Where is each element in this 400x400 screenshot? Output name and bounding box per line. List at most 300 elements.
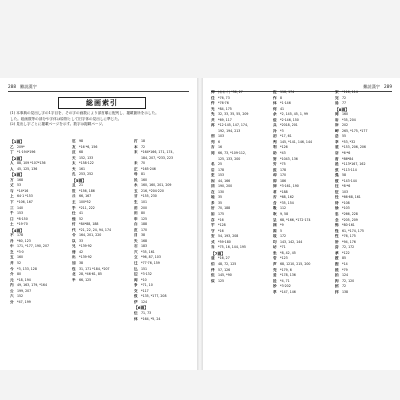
page-references: *139·92: [79, 255, 92, 260]
kanji-headword: 交: [134, 288, 138, 293]
stroke-count-heading: 【2画】: [10, 155, 25, 161]
index-column: [273, 90, 331, 295]
kanji-headword: 仮: [134, 294, 138, 299]
kanji-headword: 厄: [72, 139, 76, 143]
page-references: 41: [79, 211, 84, 216]
kanji-headword: 井: [10, 261, 14, 266]
right-page: [203, 78, 400, 370]
stroke-count-heading: 【8画】: [335, 106, 350, 112]
page-references: 152: [17, 294, 24, 299]
kanji-headword: 包: [72, 266, 76, 271]
stroke-count-heading: 【3画】: [10, 172, 25, 178]
page-references: *179, 6: [280, 267, 292, 272]
page-references: *126: [280, 145, 288, 150]
kanji-headword: 売: [273, 267, 277, 272]
kanji-headword: 伊: [134, 299, 138, 304]
page-references: 160, 160, 201, 209: [141, 183, 172, 188]
kanji-headword: 母: [134, 172, 138, 177]
page-references: *188: [280, 189, 288, 194]
kanji-headword: 正: [134, 166, 138, 171]
kanji-headword: 因: [211, 178, 215, 183]
page-references: *21, 22, 24, 94, 174: [79, 227, 112, 232]
page-references: 57, 126: [218, 267, 231, 272]
kanji-headword: 囲: [273, 223, 277, 228]
page-references: 45, 125, 136: [17, 166, 38, 171]
kanji-headword: 元: [10, 277, 14, 282]
page-references: 209*: [17, 144, 25, 149]
kanji-headword: 図: [273, 228, 277, 233]
page-references: *16: [218, 228, 224, 233]
kanji-headword: 存: [211, 217, 215, 222]
page-references: *35, 161: [141, 249, 155, 254]
kanji-headword: 且: [72, 183, 76, 188]
kanji-headword: 均: [273, 239, 277, 244]
kanji-headword: 以: [72, 238, 76, 243]
kanji-headword: 局: [335, 101, 339, 106]
page-references: 44, 166: [218, 178, 231, 183]
kanji-headword: 如: [211, 212, 215, 217]
kanji-headword: 佐: [273, 90, 277, 94]
page-references: *69, 117: [218, 117, 232, 122]
kanji-headword: 辻: [134, 261, 138, 266]
page-references: *6·*6: [342, 151, 351, 156]
page-references: 183: [141, 244, 148, 249]
page-references: *35, 154: [280, 200, 294, 205]
page-references: 164, 201, 220: [79, 233, 102, 238]
page-references: *122: [342, 250, 350, 255]
kanji-headword: 披: [335, 256, 339, 261]
page-references: 145, *90: [218, 273, 232, 278]
index-column: [10, 139, 70, 305]
page-references: *75: [280, 162, 286, 167]
kanji-headword: 末: [134, 150, 138, 155]
index-column: [335, 90, 393, 295]
kanji-headword: 伯: [211, 261, 215, 266]
page-references: *158·122: [79, 161, 94, 166]
page-references: (おおぐ) *36, 27: [218, 90, 243, 94]
index-entry: [211, 279, 269, 285]
page-references: 72: [141, 144, 146, 149]
kanji-headword: 穴: [134, 249, 138, 254]
page-references: 178: [280, 167, 287, 172]
kanji-headword: 乙: [10, 144, 14, 149]
page-references: *80·161: [342, 223, 355, 228]
kanji-headword: 民: [134, 177, 138, 182]
page-references: 192, 194, 213: [218, 128, 241, 133]
page-references: 80: [17, 272, 22, 277]
page-references: *153, 206, 206: [342, 145, 366, 150]
page-references: 186: [280, 178, 287, 183]
kanji-headword: 亜: [211, 256, 215, 261]
page-references: 160: [342, 112, 349, 117]
kanji-headword: 列: [211, 139, 215, 144]
page-references: *16, 27: [218, 256, 230, 261]
kanji-headword: 名: [211, 162, 215, 167]
kanji-headword: 体: [273, 101, 277, 106]
kanji-headword: 両: [134, 277, 138, 282]
kanji-headword: 壱: [273, 256, 277, 261]
kanji-headword: 世: [72, 188, 76, 193]
page-references: *165·246: [141, 166, 156, 171]
index-entry: [72, 278, 132, 284]
page-references: *76, 175: [342, 234, 356, 239]
page-references: 265, *175, *177: [342, 128, 368, 133]
kanji-headword: 未: [134, 161, 138, 166]
page-references: 175: [218, 212, 225, 217]
page-references: *108: [342, 200, 350, 205]
page-references: 124: [141, 299, 148, 304]
page-references: *8, 42, 45: [280, 250, 296, 255]
kanji-headword: 件: [211, 101, 215, 106]
page-references: *116, 114: [342, 90, 358, 94]
page-references: *128: [218, 223, 226, 228]
page-references: *16 *6, 156: [79, 144, 98, 149]
page-references: 68, 1210, 215, 200: [280, 261, 311, 266]
index-entry: [273, 290, 331, 296]
page-references: 152, 133: [79, 155, 94, 160]
kanji-headword: 式: [211, 239, 215, 244]
kanji-headword: 但: [211, 273, 215, 278]
kanji-headword: 万: [10, 177, 14, 182]
page-references: 54, 193, 208: [218, 234, 239, 239]
kanji-headword: 他: [72, 216, 76, 221]
page-references: *147, 146: [280, 289, 296, 294]
page-references: *3·202: [280, 284, 291, 289]
page-references: 168: [17, 177, 24, 182]
page-references: *59·180: [218, 239, 231, 244]
page-references: 184, 207, *233, 223: [141, 155, 174, 160]
index-column: [134, 139, 194, 322]
kanji-headword: 石: [134, 244, 138, 249]
page-references: 103: [218, 134, 225, 139]
page-references: *14*16: [17, 188, 29, 193]
left-running-title: 難読漢字: [20, 84, 37, 89]
page-references: *4, 71: [280, 278, 290, 283]
page-references: *1·146: [280, 101, 291, 106]
kanji-headword: 甘: [134, 194, 138, 199]
note-line: (2) 見出し字ごとに掲載ページを示す。数字は掲載ページ。: [10, 122, 106, 127]
page-references: *19·70: [17, 222, 28, 227]
page-references: 52: [17, 261, 22, 266]
page-references: *2, 145, 45, 1, 99: [280, 112, 308, 117]
kanji-headword: 妥: [273, 273, 277, 278]
kanji-headword: 内: [10, 283, 14, 288]
page-references: 6: [218, 139, 221, 144]
page-references: 101: [141, 200, 148, 205]
kanji-headword: 口: [10, 216, 14, 221]
index-entry: [335, 290, 393, 296]
page-references: 178: [17, 233, 24, 238]
page-references: *35, 204: [342, 117, 356, 122]
kanji-headword: 念: [335, 217, 339, 222]
page-references: *10: [141, 277, 147, 282]
kanji-headword: 岬: [335, 128, 339, 133]
kanji-headword: 本: [134, 144, 138, 149]
kanji-headword: 岡: [335, 112, 339, 117]
kanji-headword: 忠: [335, 212, 339, 217]
page-references: 125: [218, 278, 225, 283]
page-references: *77·76, 159: [141, 261, 160, 266]
kanji-headword: 即: [273, 178, 277, 183]
page-references: 178: [218, 167, 225, 172]
page-references: *86*84: [342, 156, 354, 161]
page-references: *60, 123: [17, 238, 31, 243]
kanji-headword: 永: [134, 183, 138, 188]
kanji-headword: 幸: [335, 139, 339, 144]
kanji-headword: 団: [211, 184, 215, 189]
page-references: *164, *5, 24: [141, 316, 161, 321]
page-references: 81: [141, 172, 146, 177]
page-references: *266, 228: [342, 212, 358, 217]
page-references: 70, 188: [218, 206, 231, 211]
kanji-headword: 作: [273, 95, 277, 100]
page-references: 140: [17, 205, 24, 210]
page-references: 49, 163, 179, *164: [17, 283, 47, 288]
kanji-headword: 在: [211, 189, 215, 194]
kanji-headword: 妙: [273, 284, 277, 289]
page-references: 72, 120: [342, 278, 355, 283]
kanji-headword: 守: [211, 228, 215, 233]
kanji-headword: 用: [134, 205, 138, 210]
page-references: *9: [280, 223, 284, 228]
right-page-number: 289: [384, 84, 392, 89]
kanji-headword: 努: [273, 156, 277, 161]
kanji-headword: 抵: [335, 267, 339, 272]
stroke-count-heading: 【7画】: [211, 250, 226, 256]
page-references: *43: [280, 151, 286, 156]
page-references: 202: [342, 123, 349, 128]
kanji-headword: 却: [273, 173, 277, 178]
kanji-headword: 五: [10, 255, 14, 260]
page-references: 153: [17, 211, 24, 216]
page-references: 172: [280, 234, 287, 239]
index-entry: [10, 300, 70, 306]
kanji-headword: 吏: [211, 173, 215, 178]
page-references: 125, 133, 200: [218, 156, 241, 161]
page-references: *68, 162: [280, 195, 294, 200]
page-references: 61, *174, 175: [342, 228, 364, 233]
page-references: 160: [17, 255, 24, 260]
kanji-headword: 代: [72, 227, 76, 232]
kanji-headword: 太: [72, 161, 76, 166]
page-references: *12·145, 147, 174,: [218, 123, 248, 128]
page-references: *71, 10: [141, 283, 153, 288]
page-references: 25: [218, 162, 223, 167]
kanji-headword: 皮: [134, 227, 138, 232]
kanji-headword: 助: [273, 151, 277, 156]
page-references: 8: [280, 95, 283, 100]
kanji-headword: 丈: [10, 183, 14, 188]
kanji-headword: 径: [335, 195, 339, 200]
kanji-headword: 抱: [335, 261, 339, 266]
kanji-headword: 完: [335, 95, 339, 100]
kanji-headword: 安: [211, 234, 215, 239]
page-references: 151: [141, 266, 148, 271]
kanji-headword: 丁: [10, 150, 14, 155]
page-references: 35: [218, 195, 223, 200]
page-references: *3, 133, 128: [17, 266, 37, 271]
kanji-headword: 孝: [273, 289, 277, 294]
page-references: *205, 209: [342, 217, 358, 222]
page-references: 72: [342, 95, 347, 100]
kanji-headword: 声: [273, 261, 277, 266]
section-title: 総画索引: [58, 97, 146, 109]
kanji-headword: 仕: [72, 211, 76, 216]
kanji-headword: 乏: [10, 249, 14, 254]
page-references: 42: [79, 249, 84, 254]
kanji-headword: 目: [134, 233, 138, 238]
page-references: 72, 172: [342, 245, 355, 250]
kanji-headword: 立: [134, 255, 138, 260]
page-references: 145, *141, 146, 144: [280, 139, 313, 144]
kanji-headword: 千: [10, 211, 14, 216]
page-references: *123: [280, 256, 288, 261]
page-references: 200: [141, 205, 148, 210]
page-references: 66, 167: [79, 194, 92, 199]
kanji-headword: 伝: [134, 310, 138, 315]
page-references: 216, *204·220: [141, 188, 164, 193]
page-references: *76·76: [218, 101, 229, 106]
kanji-headword: 后: [211, 167, 215, 172]
kanji-headword: 弦: [335, 167, 339, 172]
kanji-headword: 岩: [335, 117, 339, 122]
page-references: *84*88, 188: [79, 222, 99, 227]
kanji-headword: 休: [134, 316, 138, 321]
page-references: 28, *46·61, 85: [79, 272, 102, 277]
kanji-headword: 岸: [335, 123, 339, 128]
kanji-headword: 分: [10, 299, 14, 304]
page-references: 5: [280, 228, 283, 233]
page-references: *113·114: [342, 167, 357, 172]
page-references: 124: [342, 273, 349, 278]
kanji-headword: 多: [211, 200, 215, 205]
kanji-headword: 申: [134, 216, 138, 221]
page-references: *156, 186: [79, 188, 95, 193]
page-references: 58: [342, 173, 347, 178]
page-references: 170: [280, 173, 287, 178]
kanji-headword: 吹: [273, 212, 277, 217]
kanji-headword: 令: [72, 233, 76, 238]
page-references: *18, 194: [17, 277, 31, 282]
page-references: *3: [280, 128, 284, 133]
kanji-headword: 坊: [273, 245, 277, 250]
page-references: 71, 73: [141, 310, 152, 315]
page-references: *164*166, 171, 174,: [141, 150, 174, 155]
page-references: 112: [280, 206, 287, 211]
page-references: *178, 136: [280, 273, 296, 278]
kanji-headword: 卵: [273, 184, 277, 189]
page-references: 103: [342, 189, 349, 194]
kanji-headword: 地: [211, 195, 215, 200]
page-references: 70: [141, 161, 146, 166]
page-references: *84, 175: [218, 106, 232, 111]
page-references: *3·132: [141, 272, 152, 277]
kanji-headword: 好: [211, 206, 215, 211]
page-references: *1043, 136: [280, 156, 298, 161]
page-references: 190, 200: [218, 184, 233, 189]
kanji-headword: 岳: [335, 134, 339, 139]
page-references: *106, 167: [17, 200, 33, 205]
kanji-headword: 乎: [72, 205, 76, 210]
kanji-headword: 与: [10, 188, 14, 193]
kanji-headword: 下: [10, 200, 14, 205]
page-references: 170: [141, 227, 148, 232]
kanji-headword: 招: [335, 284, 339, 289]
page-references: 153: [218, 173, 225, 178]
stroke-count-heading: 【4画】: [10, 227, 25, 233]
page-references: *1·194*196: [17, 150, 36, 155]
page-references: *135, *177, 208: [141, 294, 167, 299]
kanji-headword: 不: [10, 233, 14, 238]
kanji-headword: 佞: [273, 117, 277, 122]
page-references: *16: [218, 217, 224, 222]
page-references: 188: [141, 222, 148, 227]
kanji-headword: 反: [72, 150, 76, 155]
kanji-headword: 拍: [335, 273, 339, 278]
page-references: *94, 176: [342, 239, 356, 244]
page-references: 88, 109 *107*136: [17, 161, 46, 166]
kanji-headword: 底: [335, 145, 339, 150]
index-entry: [134, 317, 194, 323]
kanji-headword: 弧: [335, 173, 339, 178]
page-references: 199, 207: [17, 288, 32, 293]
page-references: *2018, 201: [280, 123, 298, 128]
kanji-headword: 呈: [273, 217, 277, 222]
kanji-headword: 初: [273, 134, 277, 139]
stroke-count-heading: 【6画】: [134, 305, 149, 311]
kanji-headword: 怪: [335, 228, 339, 233]
page-references: 161: [79, 166, 86, 171]
kanji-headword: 待: [335, 200, 339, 205]
kanji-headword: 矢: [134, 238, 138, 243]
kanji-headword: 否: [273, 195, 277, 200]
kanji-headword: 任: [211, 95, 215, 100]
kanji-headword: 丹: [10, 238, 14, 243]
kanji-headword: 半: [72, 277, 76, 282]
page-references: 171, *177, 190, 207: [17, 244, 50, 249]
page-references: 53: [17, 183, 22, 188]
page-references: 85: [342, 256, 347, 261]
kanji-headword: 付: [72, 222, 76, 227]
kanji-headword: 再: [211, 123, 215, 128]
page-references: *96, 87, 103: [141, 255, 161, 260]
kanji-headword: 生: [134, 200, 138, 205]
kanji-headword: 府: [335, 156, 339, 161]
kanji-headword: 利: [273, 145, 277, 150]
kanji-headword: 往: [335, 184, 339, 189]
kanji-headword: 天: [72, 155, 76, 160]
kanji-headword: 冷: [273, 128, 277, 133]
kanji-headword: 田: [134, 211, 138, 216]
header-rule: [8, 91, 189, 92]
page-references: 98: [79, 139, 84, 143]
page-references: 160: [141, 177, 148, 182]
page-references: *139·92: [79, 244, 92, 249]
kanji-headword: 吉: [211, 145, 215, 150]
page-references: *14: [342, 261, 348, 266]
page-references: 52: [79, 216, 84, 221]
kanji-headword: 土: [10, 222, 14, 227]
page-references: 68: [79, 150, 84, 155]
page-references: 16: [218, 145, 223, 150]
kanji-headword: 丘: [72, 194, 76, 199]
index-notes: [10, 111, 190, 128]
kanji-headword: 宋: [335, 90, 339, 94]
kanji-headword: 三: [10, 205, 14, 210]
kanji-headword: 加: [72, 261, 76, 266]
kanji-headword: 六: [10, 294, 14, 299]
kanji-headword: 吸: [273, 206, 277, 211]
